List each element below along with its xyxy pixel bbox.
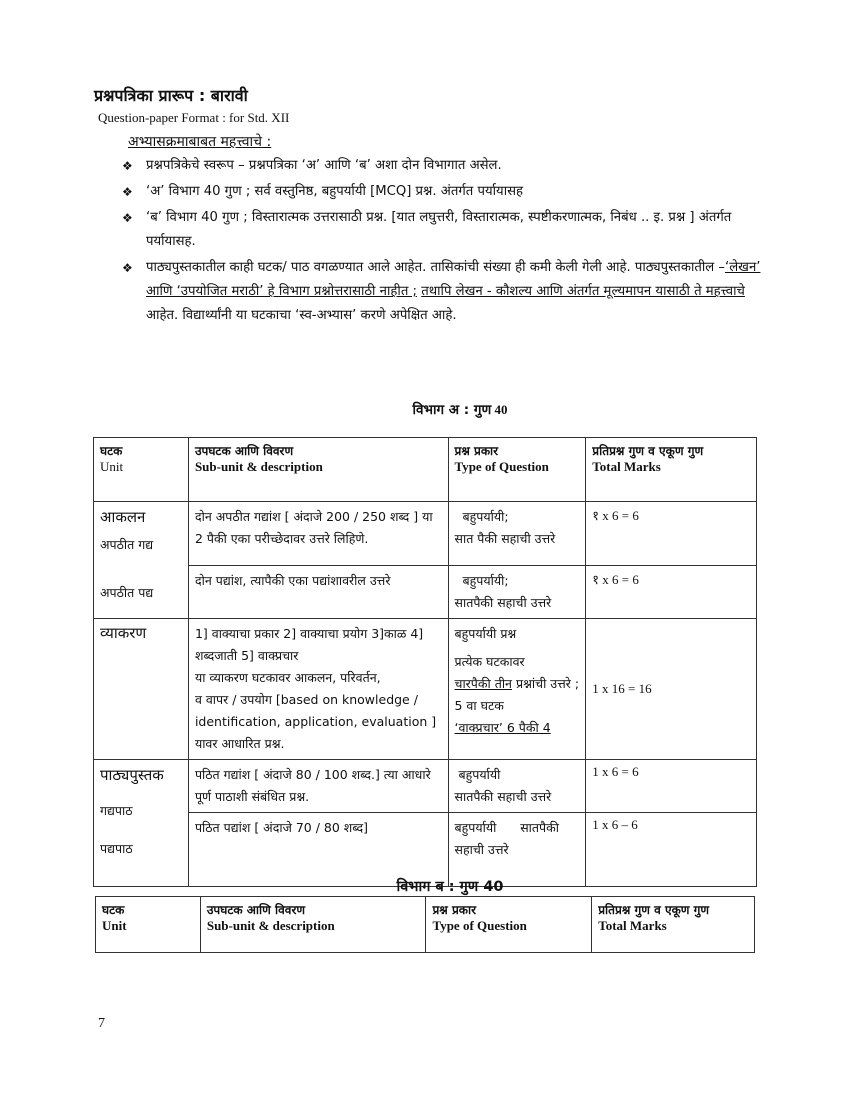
header-subunit-mr: उपघटक आणि विवरण (206, 903, 306, 917)
section-a-title (300, 400, 620, 418)
diamond-bullet-icon: ❖ (122, 185, 133, 199)
row2-description: दोन पद्यांश, त्यापैकी एका पद्यांशावरील उत्तरे (188, 566, 448, 619)
row3-type-choice (455, 673, 580, 717)
underlined-text: तथापि लेखन - कौशल्य आणि अंतर्गत मूल्यमापन यासाठी ते महत्त्वाचे (421, 284, 745, 299)
list-item (122, 154, 772, 178)
row3-type-mcq: बहुपर्यायी प्रश्न (454, 626, 517, 641)
header-subunit (200, 897, 426, 953)
syllabus-notes-list (122, 154, 772, 330)
row2-type (448, 566, 586, 619)
unit-unseen-prose: अपठीत गद्य (100, 537, 154, 552)
unit-unseen-poetry: अपठीत पद्य (100, 585, 154, 600)
row3-desc-line3: व वापर / उपयोग [based on knowledge / identification, application, evaluation ] यावर आधारित प्रश्न. (194, 692, 437, 751)
table-header-row (94, 438, 757, 502)
section-a-table (93, 437, 757, 887)
bullet-text: प्रश्नपत्रिकेचे स्वरूप – प्रश्नपत्रिका ‘अ’ आणि ‘ब’ अशा दोन विभागात असेल. (146, 158, 502, 173)
bullet-text: ‘अ’ विभाग 40 गुण ; सर्व वस्तुनिष्ठ, बहुपर्यायी [MCQ] प्रश्न. अंतर्गत पर्यायासह (146, 184, 524, 199)
table-header-row (96, 897, 755, 953)
table-row (94, 619, 757, 760)
row4-type-mcq: बहुपर्यायी (458, 767, 501, 782)
header-subunit-mr: उपघटक आणि विवरण (194, 444, 294, 458)
header-subunit-en: Sub-unit & description (194, 459, 323, 474)
header-unit-en: Unit (102, 918, 127, 933)
row1-marks: १ x 6 = 6 (586, 502, 757, 566)
row3-desc-line2: या व्याकरण घटकावर आकलन, परिवर्तन, (194, 670, 381, 685)
syllabus-notes-heading-text: अभ्यासक्रमाबाबत महत्त्वाचे (128, 134, 263, 150)
row3-type-choice-text: प्रश्नांची उत्तरे ; 5 वा घटक (454, 676, 580, 713)
unit-textbook-prose: गद्यपाठ (100, 803, 133, 818)
header-unit (94, 438, 189, 502)
row5-description: पठित पद्यांश [ अंदाजे 70 / 80 शब्द] (188, 813, 448, 887)
unit-textbook (94, 760, 189, 887)
header-marks (592, 897, 755, 953)
bullet-text-part: पाठ्यपुस्तकातील काही घटक/ पाठ वगळण्यात आले आहेत. तासिकांची संख्या ही कमी केली गेली आहे. पाठ्यपुस्तकातील – (146, 260, 726, 275)
table-row (94, 502, 757, 566)
page-title: प्रश्नपत्रिका प्रारूप : बारावी (94, 86, 248, 105)
page-subtitle: Question-paper Format : for Std. XII (98, 110, 290, 125)
header-type (426, 897, 592, 953)
header-unit-mr: घटक (102, 903, 125, 917)
row3-type (448, 619, 586, 760)
table-row (94, 760, 757, 813)
header-subunit-en: Sub-unit & description (206, 918, 335, 933)
header-type-en: Type of Question (454, 459, 549, 474)
header-type (448, 438, 586, 502)
header-type-en: Type of Question (432, 918, 527, 933)
heading-colon: : (262, 134, 272, 150)
diamond-bullet-icon: ❖ (122, 211, 133, 225)
row1-description: दोन अपठीत गद्यांश [ अंदाजे 200 / 250 शब्द ] या 2 पैकी एका परीच्छेदावर उत्तरे लिहिणे. (188, 502, 448, 566)
list-item (122, 256, 772, 328)
row1-type-mcq: बहुपर्यायी; (462, 509, 509, 524)
row4-type-choice: सातपैकी सहाची उत्तरे (454, 789, 552, 804)
header-marks-en: Total Marks (598, 918, 667, 933)
unit-textbook-title: पाठ्यपुस्तक (100, 766, 164, 784)
row5-type: बहुपर्यायी सातपैकी सहाची उत्तरे (448, 813, 586, 887)
row5-marks: 1 x 6 – 6 (586, 813, 757, 887)
header-subunit (188, 438, 448, 502)
section-b-table (95, 896, 755, 953)
diamond-bullet-icon: ❖ (122, 159, 133, 173)
underlined-text: ‘लेखन’ आणि ‘उपयोजित मराठी’ हे विभाग प्रश्नोत्तरासाठी नाहीत ; (146, 260, 761, 299)
unit-comprehension (94, 502, 189, 619)
section-a-title-text: विभाग अ : गुण (412, 402, 492, 418)
row2-type-choice: सातपैकी सहाची उत्तरे (454, 595, 552, 610)
header-unit-en: Unit (100, 459, 124, 474)
header-type-mr: प्रश्न प्रकार (432, 903, 477, 917)
header-type-mr: प्रश्न प्रकार (454, 444, 499, 458)
row1-type (448, 502, 586, 566)
syllabus-notes-heading (128, 132, 271, 151)
page-number: 7 (98, 1016, 105, 1031)
row4-marks: 1 x 6 = 6 (586, 760, 757, 813)
list-item (122, 180, 772, 204)
section-b-title: विभाग ब : गुण 40 (396, 879, 504, 895)
header-marks-mr: प्रतिप्रश्न गुण व एकूण गुण (592, 444, 704, 458)
header-unit (96, 897, 201, 953)
unit-textbook-poetry: पद्यपाठ (100, 841, 133, 856)
row3-marks: 1 x 16 = 16 (586, 619, 757, 760)
header-marks-mr: प्रतिप्रश्न गुण व एकूण गुण (598, 903, 710, 917)
row3-desc-topics: 1] वाक्याचा प्रकार 2] वाक्याचा प्रयोग 3]काळ 4] शब्दजाती 5] वाक्प्रचार (194, 626, 424, 663)
row3-description (188, 619, 448, 760)
unit-grammar: व्याकरण (94, 619, 189, 760)
header-marks-en: Total Marks (592, 459, 661, 474)
row4-type (448, 760, 586, 813)
table-row (94, 566, 757, 619)
underlined-text: चारपैकी तीन (454, 676, 512, 691)
header-marks (586, 438, 757, 502)
bullet-text: ‘ब’ विभाग 40 गुण ; विस्तारात्मक उत्तरासाठी प्रश्न. [यात लघुत्तरी, विस्तारात्मक, स्पष्टीकरणात्मक, निबंध .. इ. प्रश्न ] अंतर्गत पर्यायासह. (146, 210, 732, 249)
header-unit-mr: घटक (100, 444, 123, 458)
row2-marks: १ x 6 = 6 (586, 566, 757, 619)
row3-type-each: प्रत्येक घटकावर (454, 654, 525, 669)
unit-comprehension-title: आकलन (100, 508, 146, 526)
list-item (122, 206, 772, 254)
diamond-bullet-icon: ❖ (122, 261, 133, 275)
row1-type-choice: सात पैकी सहाची उत्तरे (454, 531, 556, 546)
bullet-text-part: आहेत. विद्यार्थ्यांनी या घटकाचा ‘स्व-अभ्यास’ करणे अपेक्षित आहे. (146, 308, 457, 323)
row2-type-mcq: बहुपर्यायी; (462, 573, 509, 588)
row3-type-idioms: ‘वाक्प्रचार’ 6 पैकी 4 (454, 720, 551, 735)
row4-description: पठित गद्यांश [ अंदाजे 80 / 100 शब्द.] त्या आधारे पूर्ण पाठाशी संबंधित प्रश्न. (188, 760, 448, 813)
section-a-marks: 40 (491, 402, 508, 417)
